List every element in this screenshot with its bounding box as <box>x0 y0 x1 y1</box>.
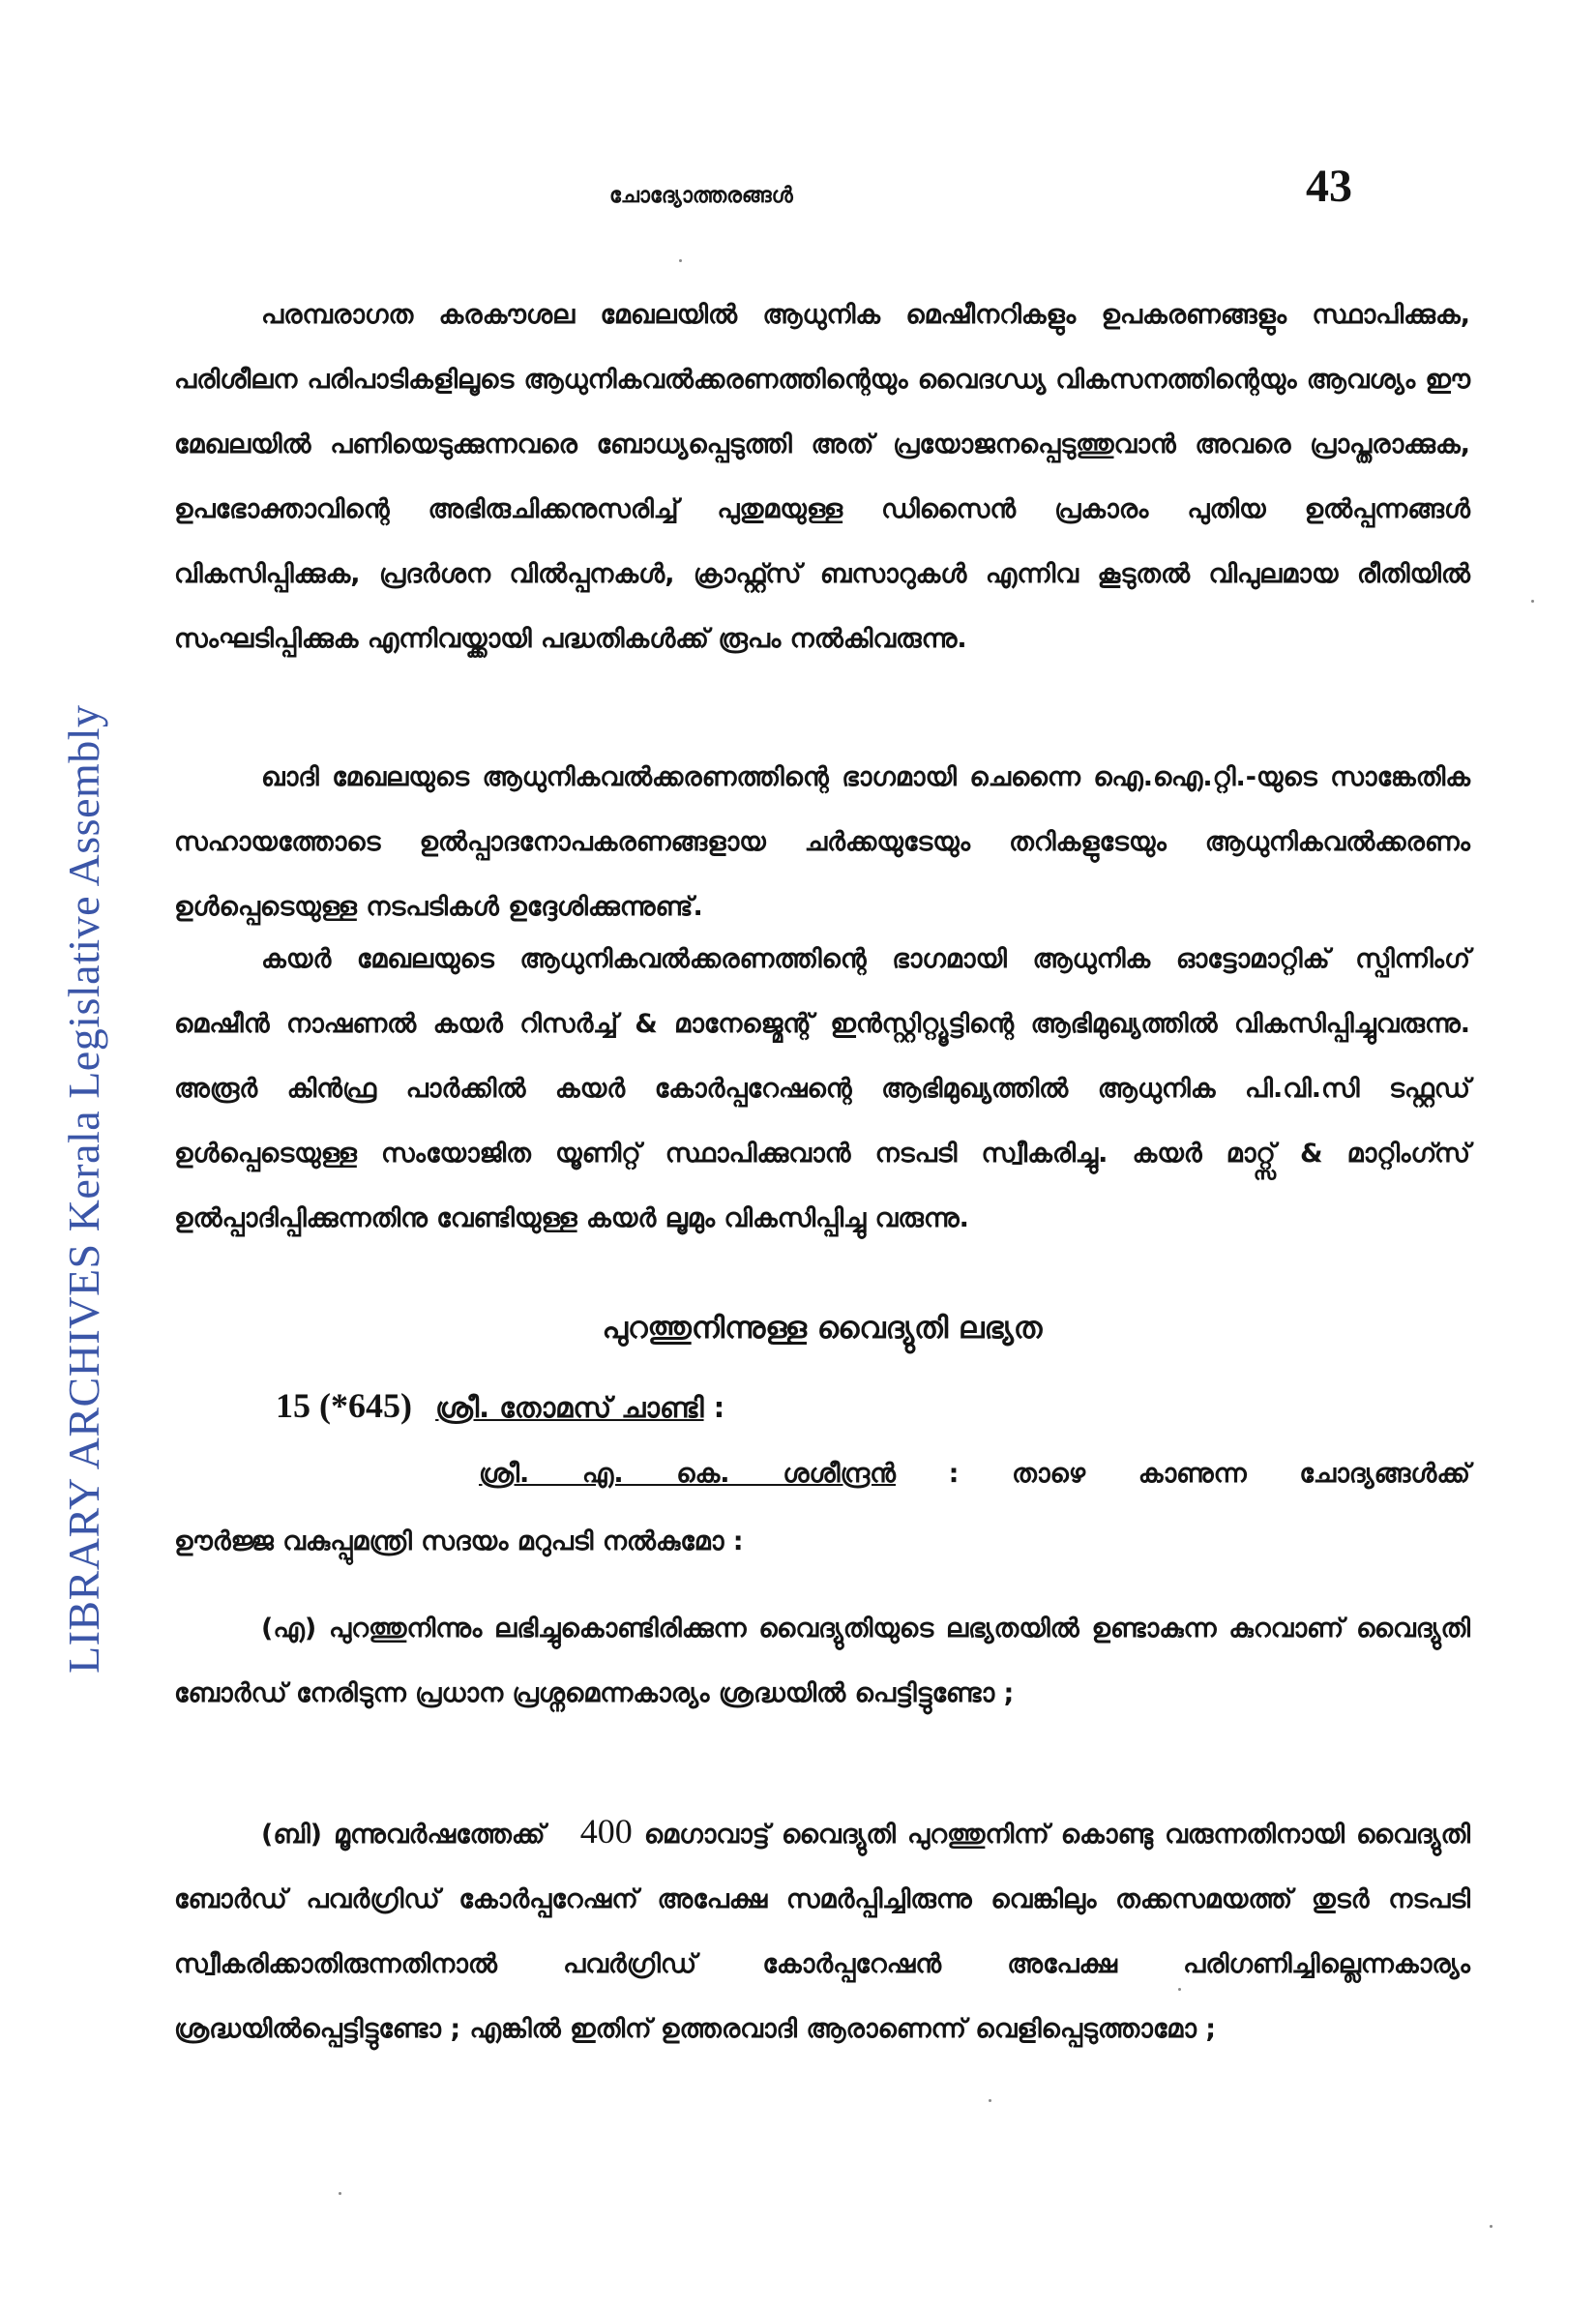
member-name-2: ശ്രീ. എ. കെ. ശശീന്ദ്രൻ <box>479 1459 896 1489</box>
archive-watermark: LIBRARY ARCHIVES Kerala Legislative Assembly <box>59 704 108 1674</box>
scan-speck <box>679 259 682 262</box>
scan-speck <box>1531 600 1534 603</box>
scan-speck <box>1178 1988 1181 1991</box>
part-b-number: 400 <box>579 1812 633 1851</box>
question-number: 15 (*645) <box>276 1386 412 1425</box>
paragraph-khadi-modernisation: ഖാദി മേഖലയുടെ ആധുനികവൽക്കരണത്തിന്റെ ഭാഗമായി ചെന്നൈ ഐ.ഐ.റ്റി.-യുടെ സാങ്കേതിക സഹായത്തോടെ ഉൽപ്പാദനോപകരണങ്ങളായ ചർക്കയുടേയും തറികളുടേയും ആധുനികവൽക്കരണം ഉൾപ്പെടെയുള്ള നടപടികൾ ഉദ്ദേശിക്കുന്നുണ്ട്. <box>174 762 1470 922</box>
question-header <box>276 1385 724 1426</box>
scan-speck <box>339 2192 341 2195</box>
running-head: ചോദ്യോത്തരങ്ങൾ <box>609 184 793 208</box>
paragraph-crafts-modernisation: പരമ്പരാഗത കരകൗശല മേഖലയിൽ ആധുനിക മെഷീനറികളും ഉപകരണങ്ങളും സ്ഥാപിക്കുക, പരിശീലന പരിപാടികളിലൂടെ ആധുനികവൽക്കരണത്തിന്റെയും വൈദഗ്ധ്യ വികസനത്തിന്റെയും ആവശ്യം ഈ മേഖലയിൽ പണിയെടുക്കുന്നവരെ ബോധ്യപ്പെടുത്തി അത് പ്രയോജനപ്പെടുത്തുവാൻ അവരെ പ്രാപ്തരാക്കുക, ഉപഭോക്താവിന്റെ അഭിരുചിക്കനുസരിച്ച് പുതുമയുള്ള ഡിസൈൻ പ്രകാരം പുതിയ ഉൽപ്പന്നങ്ങൾ വികസിപ്പിക്കുക, പ്രദർശന വിൽപ്പനകൾ, ക്രാഫ്റ്റ്സ് ബസാറുകൾ എന്നിവ കൂടുതൽ വിപുലമായ രീതിയിൽ സംഘടിപ്പിക്കുക എന്നിവയ്ക്കായി പദ്ധതികൾക്ക് രൂപം നൽകിവരുന്നു. <box>174 300 1470 654</box>
question-addressee: ഊർജ്ജ വകുപ്പുമന്ത്രി സദയം മറുപടി നൽകുമോ : <box>174 1526 744 1556</box>
question-member-line <box>479 1459 1470 1490</box>
scan-speck <box>989 2099 991 2102</box>
member-2-suffix: : താഴെ കാണുന്ന ചോദ്യങ്ങൾക്ക് <box>948 1459 1471 1489</box>
part-b-rest: മെഗാവാട്ട് വൈദ്യുതി പുറത്തുനിന്ന് കൊണ്ടു വരുന്നതിനായി വൈദ്യുതി ബോർഡ് പവർഗ്രിഡ് കോർപ്പറേഷന് അപേക്ഷ സമർപ്പിച്ചിരുന്നു വെങ്കിലും തക്കസമയത്ത് തുടർ നടപടി സ്വീകരിക്കാതിരുന്നതിനാൽ പവർഗ്രിഡ് കോർപ്പറേഷൻ അപേക്ഷ പരിഗണിച്ചില്ലെന്നകാര്യം ശ്രദ്ധയിൽപ്പെട്ടിട്ടുണ്ടോ ; എങ്കിൽ ഇതിന് ഉത്തരവാദി ആരാണെന്ന് വെളിപ്പെടുത്താമോ ; <box>174 1820 1470 2044</box>
page-number: 43 <box>1306 161 1352 212</box>
scan-speck <box>1490 2225 1493 2228</box>
question-part-a: (എ) പുറത്തുനിന്നും ലഭിച്ചുകൊണ്ടിരിക്കുന്ന വൈദ്യുതിയുടെ ലഭ്യതയിൽ ഉണ്ടാകുന്ന കുറവാണ് വൈദ്യുതി ബോർഡ് നേരിടുന്ന പ്രധാന പ്രശ്നമെന്നകാര്യം ശ്രദ്ധയിൽ പെട്ടിട്ടുണ്ടോ ; <box>174 1614 1470 1708</box>
paragraph-coir-modernisation: കയർ മേഖലയുടെ ആധുനികവൽക്കരണത്തിന്റെ ഭാഗമായി ആധുനിക ഓട്ടോമാറ്റിക് സ്പിന്നിംഗ് മെഷീൻ നാഷണൽ കയർ റിസർച്ച് & മാനേജ്മെന്റ് ഇൻസ്റ്റിറ്റ്യൂട്ടിന്റെ ആഭിമുഖ്യത്തിൽ വികസിപ്പിച്ചുവരുന്നു. അരൂർ കിൻഫ്ര പാർക്കിൽ കയർ കോർപ്പറേഷന്റെ ആഭിമുഖ്യത്തിൽ ആധുനിക പി.വി.സി ടഫ്റ്റഡ് ഉൾപ്പെടെയുള്ള സംയോജിത യൂണിറ്റ് സ്ഥാപിക്കുവാൻ നടപടി സ്വീകരിച്ചു. കയർ മാറ്റ്സ് & മാറ്റിംഗ്സ് ഉൽപ്പാദിപ്പിക്കുന്നതിനു വേണ്ടിയുള്ള കയർ ലൂമും വികസിപ്പിച്ചു വരുന്നു. <box>174 944 1470 1233</box>
part-b-prefix: (ബി) മൂന്നുവർഷത്തേക്ക് <box>261 1820 546 1850</box>
member-name-1: ശ്രീ. തോമസ് ചാണ്ടി <box>435 1391 704 1424</box>
question-part-b <box>174 1799 1470 2061</box>
member-1-colon: : <box>713 1391 725 1424</box>
section-title: പുറത്തുനിന്നുള്ള വൈദ്യുതി ലഭ്യത <box>602 1311 1043 1346</box>
